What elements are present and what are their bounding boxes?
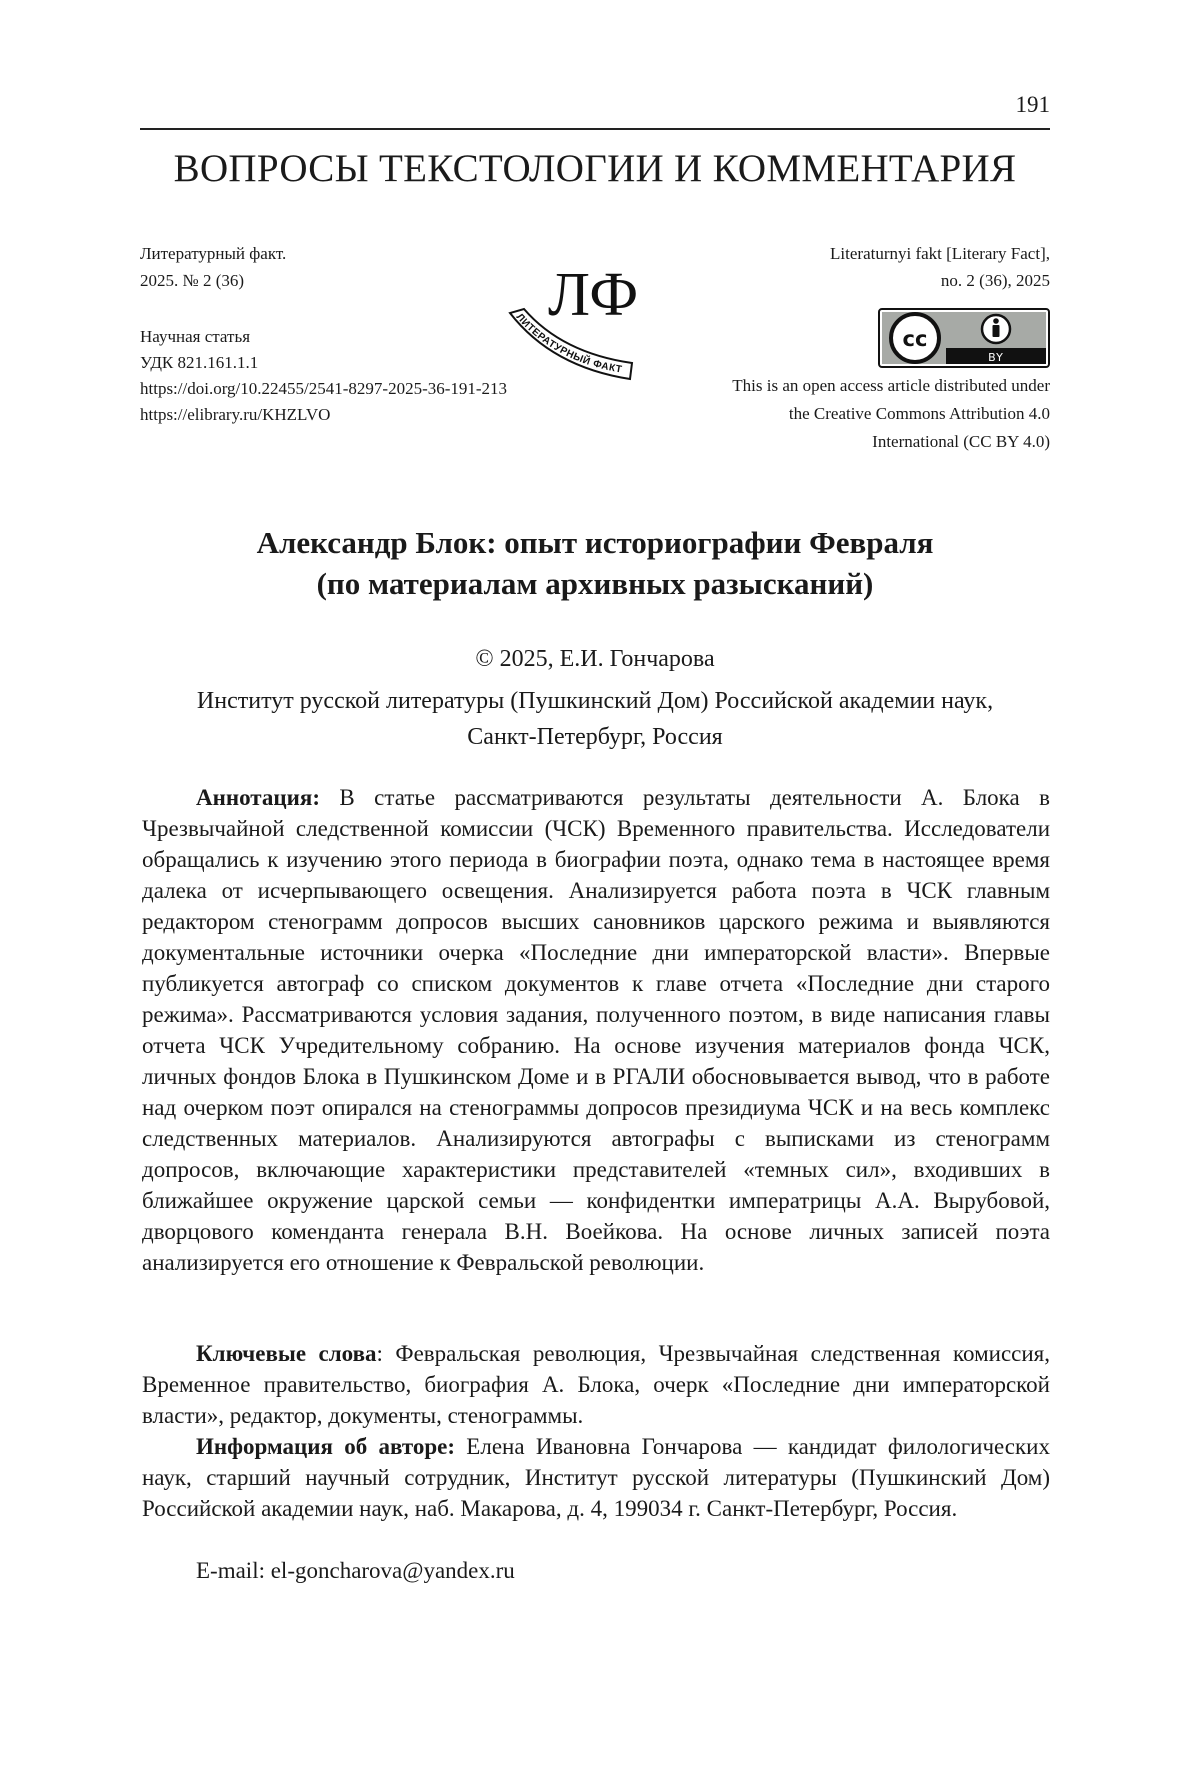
logo-ribbon-text: ЛИТЕРАТУРНЫЙ ФАКТ	[513, 311, 624, 376]
abstract	[142, 782, 1050, 1278]
elibrary-link[interactable]: https://elibrary.ru/KHZLVO	[140, 405, 331, 424]
license-line: This is an open access article distributed under	[732, 376, 1050, 395]
header-rule	[140, 128, 1050, 130]
abstract-label: Аннотация:	[196, 785, 320, 810]
author-affiliation	[140, 683, 1050, 755]
journal-meta-en	[830, 240, 1050, 294]
doi-link[interactable]: https://doi.org/10.22455/2541-8297-2025-36-191-213	[140, 379, 508, 398]
keywords-label: Ключевые слова	[196, 1341, 377, 1366]
license-line: International (CC BY 4.0)	[872, 432, 1050, 451]
author-info	[142, 1431, 1050, 1524]
title-line: Александр Блок: опыт историографии Февраля	[256, 525, 934, 560]
article-type: Научная статья	[140, 327, 251, 346]
journal-meta-ru	[140, 240, 286, 294]
journal-issue-en: no. 2 (36), 2025	[940, 271, 1050, 290]
article-title	[140, 522, 1050, 604]
page-number: 191	[1015, 92, 1050, 117]
journal-name-ru: Литературный факт.	[140, 244, 287, 263]
affiliation-line: Санкт-Петербург, Россия	[467, 724, 723, 750]
license-line: the Creative Commons Attribution 4.0	[788, 404, 1050, 423]
title-line: (по материалам архивных разысканий)	[316, 566, 874, 601]
author-email[interactable]: E-mail: el-goncharova@yandex.ru	[196, 1558, 515, 1583]
article-identifiers	[140, 324, 507, 428]
cc-icon-label: cc	[902, 327, 928, 351]
journal-name-en: Literaturnyi fakt [Literary Fact],	[830, 244, 1050, 263]
keywords-text: : Февральская революция, Чрезвычайная следственная комиссия, Временное правительство, биография А. Блока, очерк «Последние дни императорской власти», редактор, документы, стенограммы.	[142, 1341, 1050, 1428]
abstract-text: В статье рассматриваются результаты деятельности А. Блока в Чрезвычайной следственной комиссии (ЧСК) Временного правительства. Исследователи обращались к изучению этого периода в биографии поэта, однако тема в настоящее время далека от исчерпывающего освещения. Анализируется работа поэта в ЧСК главным редактором стенограмм допросов высших сановников царского режима и выявляются документальные источники очерка «Последние дни императорской власти». Впервые публикуется автограф со списком документов к главе отчета «Последние дни старого режима». Рассматриваются условия задания, полученного поэтом, в виде написания главы отчета ЧСК Учредительному собранию. На основе изучения материалов фонда ЧСК, личных фондов Блока в Пушкинском Доме и в РГАЛИ обосновывается вывод, что в работе над очерком поэт опирался на стенограммы допросов президиума ЧСК и на весь комплекс следственных материалов. Анализируются автографы с выписками из стенограмм допросов, включающие характеристики представителей «темных сил», входивших в ближайшее окружение царской семьи — конфидентки императрицы А.А. Вырубовой, дворцового коменданта генерала В.Н. Воейкова. На основе личных записей поэта анализируется его отношение к Февральской революции.	[142, 785, 1050, 1275]
journal-logo	[500, 255, 660, 390]
section-title: ВОПРОСЫ ТЕКСТОЛОГИИ И КОММЕНТАРИЯ	[173, 147, 1017, 190]
author-info-label: Информация об авторе:	[196, 1434, 456, 1459]
by-label: BY	[988, 351, 1004, 364]
journal-issue-ru: 2025. № 2 (36)	[140, 271, 245, 290]
license-text	[732, 372, 1050, 456]
logo-letters: ЛФ	[548, 261, 639, 329]
author-byline: © 2025, Е.И. Гончарова	[475, 646, 715, 672]
keywords	[142, 1338, 1050, 1431]
affiliation-line: Институт русской литературы (Пушкинский Дом) Российской академии наук,	[196, 688, 994, 714]
author-info-text: Елена Ивановна Гончарова — кандидат филологических наук, старший научный сотрудник, Институт русской литературы (Пушкинский Дом) Российской академии наук, наб. Макарова, д. 4, 199034 г. Санкт-Петербург, Россия.	[142, 1434, 1050, 1521]
udk: УДК 821.161.1.1	[140, 353, 259, 372]
cc-by-badge[interactable]	[878, 308, 1050, 373]
